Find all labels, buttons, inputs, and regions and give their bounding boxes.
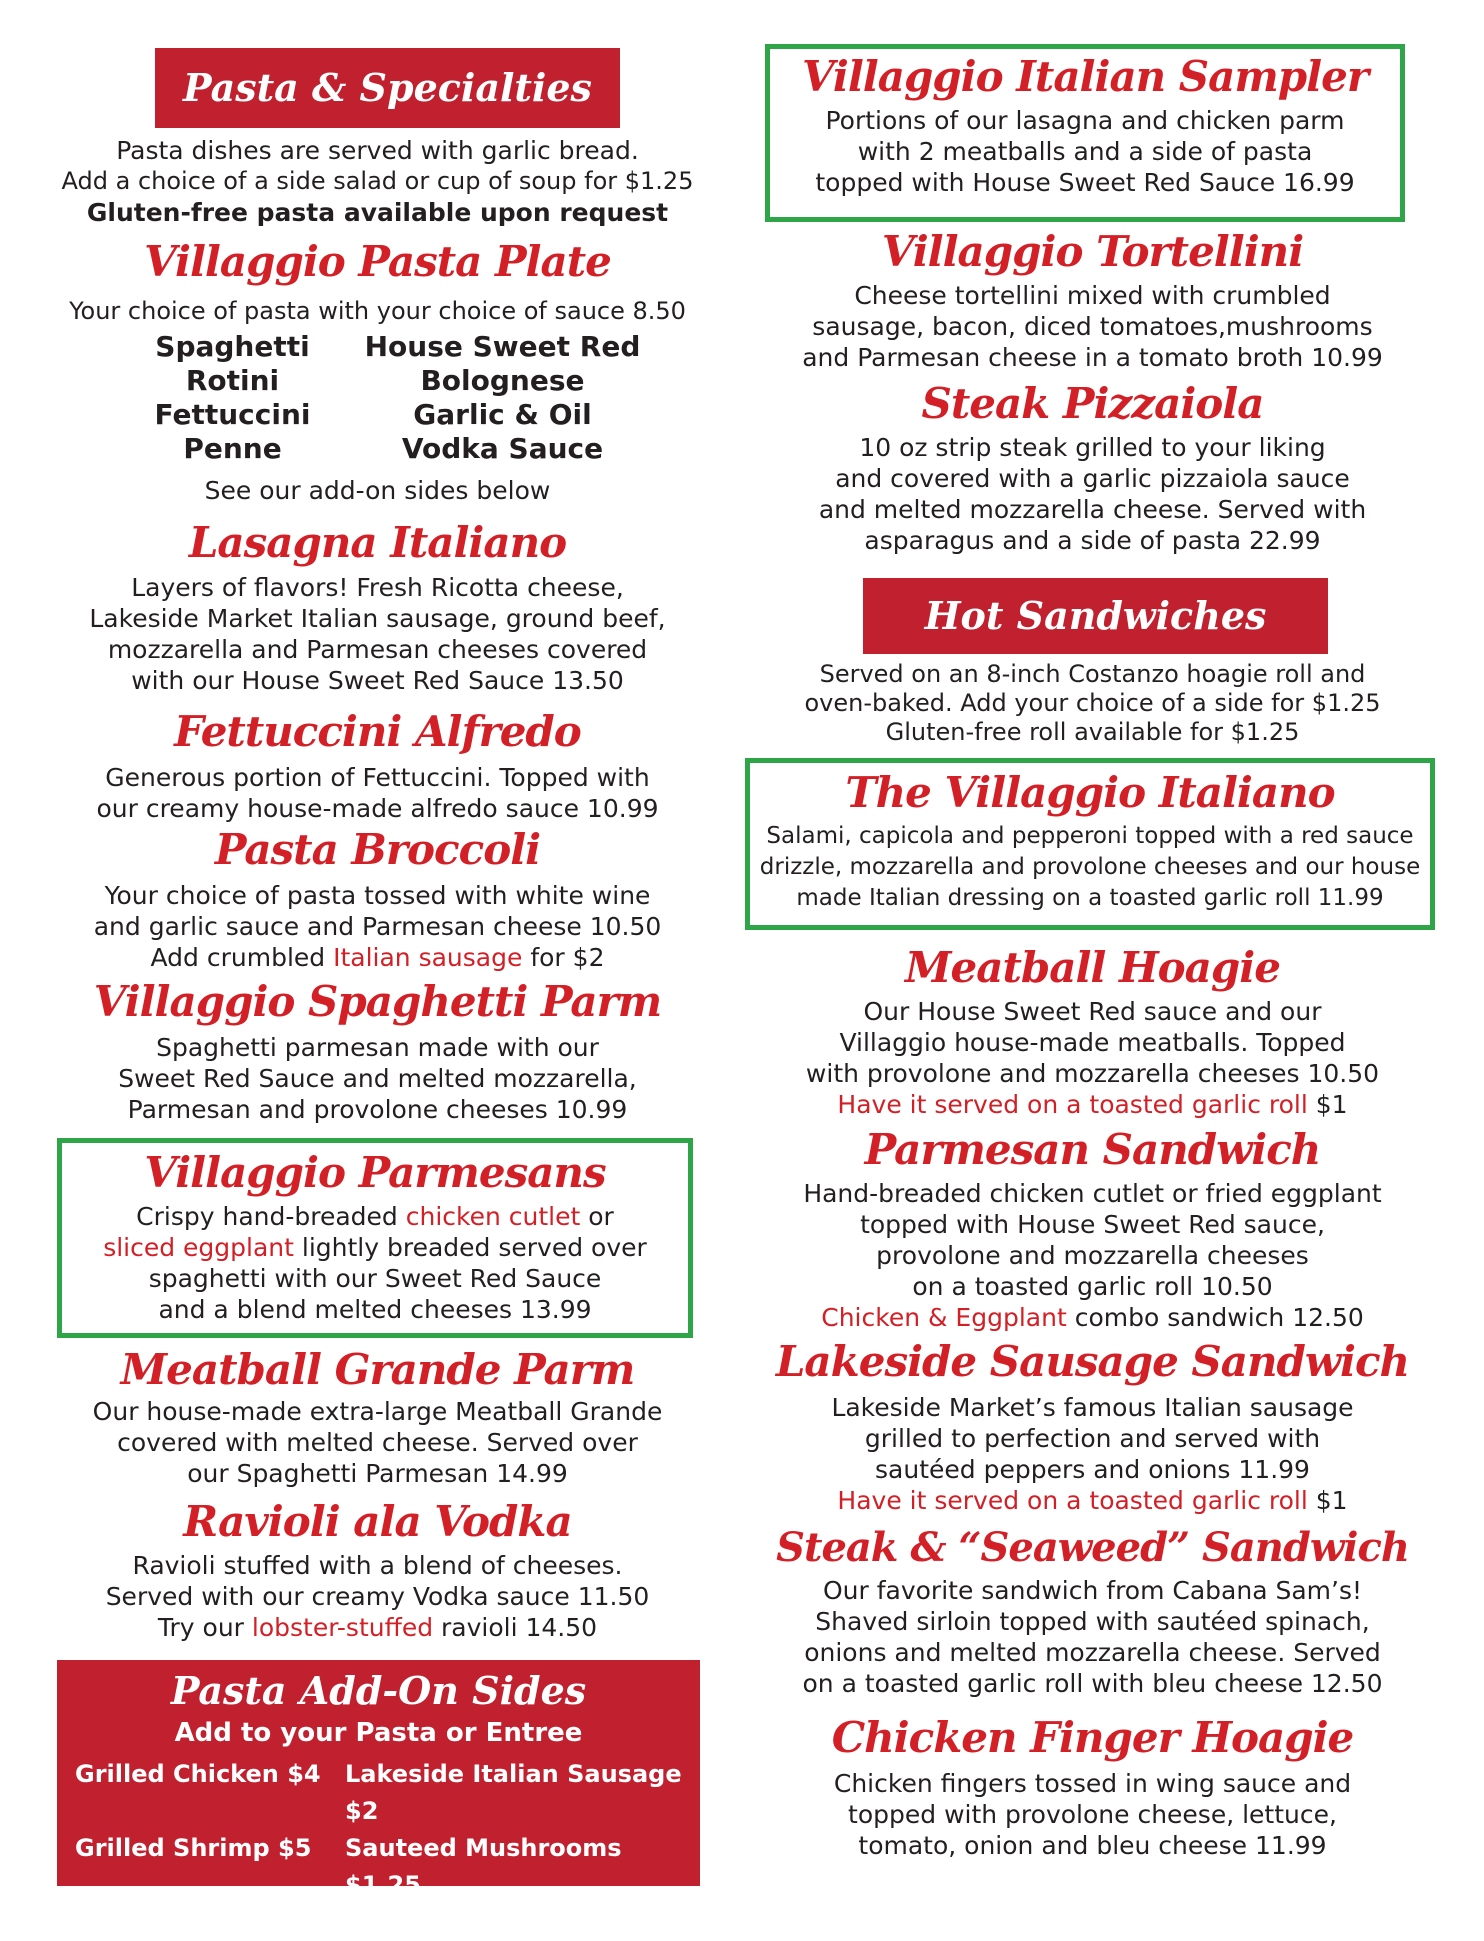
parmesans-line <box>62 1232 688 1263</box>
sausage-sandwich-line: Lakeside Market’s famous Italian sausage <box>831 1393 1354 1422</box>
sausage-sandwich-title: Lakeside Sausage Sandwich <box>775 1337 1410 1386</box>
parmesan-sandwich-line: provolone and mozzarella cheeses <box>876 1241 1309 1270</box>
addon-item: Grilled Chicken $4 <box>75 1760 321 1788</box>
sampler-box <box>765 44 1405 222</box>
parmesans-title: Villaggio Parmesans <box>144 1148 606 1197</box>
sauce-list <box>358 330 648 466</box>
tortellini-desc <box>745 280 1440 373</box>
parmesan-sandwich-desc <box>745 1178 1440 1333</box>
pizzaiola-line: 10 oz strip steak grilled to your liking <box>859 433 1326 462</box>
lasagna-desc <box>55 572 700 696</box>
lasagna-line: Layers of flavors! Fresh Ricotta cheese, <box>131 573 624 602</box>
pasta-option: Fettuccini <box>154 398 311 431</box>
parmesan-sandwich-title: Parmesan Sandwich <box>864 1125 1321 1174</box>
sliced-eggplant-highlight: sliced eggplant <box>103 1233 294 1262</box>
ravioli-text: Try our <box>157 1613 252 1642</box>
ravioli-price: ravioli 14.50 <box>433 1613 598 1642</box>
parmesans-box <box>57 1138 693 1338</box>
ravioli-line: Served with our creamy Vodka sauce 11.50 <box>105 1582 650 1611</box>
seaweed-sandwich-line: on a toasted garlic roll with bleu cheese 12.50 <box>802 1669 1383 1698</box>
sauce-option: House Sweet Red <box>364 330 641 363</box>
hot-sandwiches-banner: Hot Sandwiches <box>863 578 1328 654</box>
pasta-plate-title: Villaggio Pasta Plate <box>144 237 611 286</box>
spaghetti-parm-line: Spaghetti parmesan made with our <box>156 1033 599 1062</box>
pasta-option: Rotini <box>185 364 280 397</box>
lasagna-line: Lakeside Market Italian sausage, ground beef, <box>89 604 666 633</box>
meatball-grande-desc <box>55 1396 700 1489</box>
meatball-grande-line: our Spaghetti Parmesan 14.99 <box>187 1459 568 1488</box>
pasta-sauce-grid <box>55 330 700 466</box>
gluten-free-note: Gluten-free pasta available upon request <box>86 198 669 227</box>
meatball-grande-line: covered with melted cheese. Served over <box>117 1428 638 1457</box>
addon-item: Sauteed Mushrooms $1.25 <box>345 1834 622 1899</box>
ravioli-try-line <box>55 1612 700 1643</box>
meatball-hoagie-line: with provolone and mozzarella cheeses 10.50 <box>805 1059 1380 1088</box>
garlic-roll-upgrade <box>745 1089 1440 1120</box>
parmesans-line: spaghetti with our Sweet Red Sauce <box>148 1264 602 1293</box>
chicken-finger-title: Chicken Finger Hoagie <box>831 1713 1354 1762</box>
parmesans-line: and a blend melted cheeses 13.99 <box>158 1295 592 1324</box>
garlic-roll-price: $1 <box>1307 1486 1348 1515</box>
lasagna-line: with our House Sweet Red Sauce 13.50 <box>131 666 624 695</box>
parmesans-text: Crispy hand-breaded <box>136 1202 406 1231</box>
hot-sandwiches-intro <box>745 660 1440 747</box>
villaggio-italiano-desc <box>750 821 1430 914</box>
alfredo-desc <box>55 762 700 824</box>
seaweed-sandwich-line: onions and melted mozzarella cheese. Served <box>804 1638 1381 1667</box>
broccoli-line: Your choice of pasta tossed with white wine <box>104 881 651 910</box>
meatball-hoagie-line: Villaggio house-made meatballs. Topped <box>839 1028 1346 1057</box>
sampler-line: Portions of our lasagna and chicken parm <box>825 106 1345 135</box>
seaweed-sandwich-line: Our favorite sandwich from Cabana Sam’s! <box>822 1576 1363 1605</box>
pasta-intro <box>55 135 700 228</box>
parmesans-line <box>62 1201 688 1232</box>
tortellini-line: Cheese tortellini mixed with crumbled <box>854 281 1331 310</box>
sampler-line: topped with House Sweet Red Sauce 16.99 <box>815 168 1355 197</box>
sauce-option: Vodka Sauce <box>401 432 604 465</box>
seaweed-sandwich-desc <box>745 1575 1440 1699</box>
addon-row <box>75 1904 682 1941</box>
pasta-option: Penne <box>183 432 282 465</box>
pasta-intro-line1: Pasta dishes are served with garlic bread. <box>116 136 639 165</box>
sausage-sandwich-line: grilled to perfection and served with <box>864 1424 1321 1453</box>
garlic-roll-highlight: Have it served on a toasted garlic roll <box>837 1090 1308 1119</box>
seaweed-sandwich-title: Steak & “Seaweed” Sandwich <box>776 1524 1409 1571</box>
addon-row <box>75 1830 682 1904</box>
tortellini-title: Villaggio Tortellini <box>881 227 1304 276</box>
pizzaiola-line: asparagus and a side of pasta 22.99 <box>864 526 1321 555</box>
tortellini-line: sausage, bacon, diced tomatoes,mushrooms <box>812 312 1373 341</box>
lasagna-title: Lasagna Italiano <box>188 518 567 567</box>
parmesan-sandwich-line: on a toasted garlic roll 10.50 <box>912 1272 1273 1301</box>
alfredo-title: Fettuccini Alfredo <box>174 707 581 756</box>
pizzaiola-line: and covered with a garlic pizzaiola sauce <box>835 464 1350 493</box>
broccoli-line: and garlic sauce and Parmesan cheese 10.50 <box>93 912 662 941</box>
villaggio-italiano-line: Salami, capicola and pepperoni topped with a red sauce <box>766 823 1414 849</box>
parmesans-desc <box>62 1201 688 1325</box>
garlic-roll-highlight: Have it served on a toasted garlic roll <box>837 1486 1308 1515</box>
meatball-grande-line: Our house-made extra-large Meatball Grande <box>92 1397 663 1426</box>
addon-item: Grilled Shrimp $5 <box>75 1834 312 1862</box>
combo-line <box>745 1302 1440 1333</box>
addon-text: Add crumbled <box>150 943 334 972</box>
spaghetti-parm-line: Parmesan and provolone cheeses 10.99 <box>127 1095 628 1124</box>
chicken-finger-line: topped with provolone cheese, lettuce, <box>848 1800 1337 1829</box>
spaghetti-parm-title: Villaggio Spaghetti Parm <box>93 977 662 1026</box>
hot-sandwiches-line: Gluten-free roll available for $1.25 <box>885 718 1300 746</box>
lasagna-line: mozzarella and Parmesan cheeses covered <box>107 635 648 664</box>
sausage-sandwich-line: sautéed peppers and onions 11.99 <box>875 1455 1310 1484</box>
meatball-hoagie-line: Our House Sweet Red sauce and our <box>863 997 1322 1026</box>
chicken-finger-line: tomato, onion and bleu cheese 11.99 <box>858 1831 1327 1860</box>
hot-sandwiches-line: oven-baked. Add your choice of a side for $1.25 <box>804 689 1381 717</box>
ravioli-desc <box>55 1550 700 1643</box>
addon-row <box>75 1756 682 1830</box>
chicken-finger-desc <box>745 1768 1440 1861</box>
addon-item: Lakeside Italian Sausage $2 <box>345 1760 682 1825</box>
chicken-cutlet-highlight: chicken cutlet <box>405 1202 581 1231</box>
hot-sandwiches-line: Served on an 8-inch Costanzo hoagie roll and <box>819 660 1366 688</box>
seaweed-sandwich-line: Shaved sirloin topped with sautéed spinach, <box>815 1607 1370 1636</box>
combo-price: combo sandwich 12.50 <box>1066 1303 1364 1332</box>
addon-price: for $2 <box>522 943 605 972</box>
broccoli-addon-line <box>55 942 700 973</box>
addon-item: Sauteed Broccoli $1.25 <box>345 1908 658 1936</box>
pizzaiola-title: Steak Pizzaiola <box>921 379 1264 428</box>
sampler-desc <box>770 105 1400 198</box>
alfredo-line: Generous portion of Fettuccini. Topped with <box>105 763 650 792</box>
pasta-specialties-banner: Pasta & Specialties <box>155 48 620 128</box>
meatball-hoagie-desc <box>745 996 1440 1120</box>
addon-sides-title: Pasta Add-On Sides <box>170 1668 587 1713</box>
garlic-roll-price: $1 <box>1307 1090 1348 1119</box>
lobster-stuffed-highlight: lobster-stuffed <box>251 1613 434 1642</box>
sauce-option: Bolognese <box>420 364 585 397</box>
alfredo-line: our creamy house-made alfredo sauce 10.99 <box>96 794 659 823</box>
pasta-option: Spaghetti <box>155 330 310 363</box>
sampler-title: Villaggio Italian Sampler <box>802 52 1368 101</box>
sauce-option: Garlic & Oil <box>413 398 592 431</box>
addon-sides-panel <box>57 1660 700 1936</box>
add-on-note: See our add-on sides below <box>204 476 551 505</box>
pizzaiola-line: and melted mozzarella cheese. Served with <box>818 495 1367 524</box>
pizzaiola-desc <box>745 432 1440 556</box>
villaggio-italiano-line: drizzle, mozzarella and provolone cheeses and our house <box>759 854 1421 880</box>
tortellini-line: and Parmesan cheese in a tomato broth 10.99 <box>802 343 1383 372</box>
italian-sausage-highlight: Italian sausage <box>333 943 523 972</box>
addon-item: Meatball $1 each <box>75 1908 307 1936</box>
parmesans-text: or <box>580 1202 614 1231</box>
spaghetti-parm-line: Sweet Red Sauce and melted mozzarella, <box>118 1064 637 1093</box>
sausage-sandwich-desc <box>745 1392 1440 1516</box>
villaggio-italiano-title: The Villaggio Italiano <box>845 768 1335 817</box>
ravioli-line: Ravioli stuffed with a blend of cheeses. <box>132 1551 623 1580</box>
spaghetti-parm-desc <box>55 1032 700 1125</box>
broccoli-title: Pasta Broccoli <box>214 825 541 874</box>
meatball-grande-title: Meatball Grande Parm <box>120 1345 635 1394</box>
ravioli-title: Ravioli ala Vodka <box>183 1497 572 1546</box>
pasta-list <box>108 330 358 466</box>
meatball-hoagie-title: Meatball Hoagie <box>905 943 1280 992</box>
villaggio-italiano-line: made Italian dressing on a toasted garlic roll 11.99 <box>796 885 1384 911</box>
addon-sides-subtitle: Add to your Pasta or Entree <box>174 1718 583 1748</box>
chicken-eggplant-highlight: Chicken & Eggplant <box>821 1303 1067 1332</box>
parmesans-text: lightly breaded served over <box>293 1233 647 1262</box>
parmesan-sandwich-line: topped with House Sweet Red sauce, <box>860 1210 1325 1239</box>
garlic-roll-upgrade <box>745 1485 1440 1516</box>
pasta-plate-desc: Your choice of pasta with your choice of sauce 8.50 <box>69 297 686 325</box>
pasta-intro-line2: Add a choice of a side salad or cup of soup for $1.25 <box>61 167 694 195</box>
parmesan-sandwich-line: Hand-breaded chicken cutlet or fried eggplant <box>803 1179 1382 1208</box>
sampler-line: with 2 meatballs and a side of pasta <box>857 137 1313 166</box>
broccoli-desc <box>55 880 700 973</box>
chicken-finger-line: Chicken fingers tossed in wing sauce and <box>833 1769 1352 1798</box>
villaggio-italiano-box <box>745 758 1435 930</box>
